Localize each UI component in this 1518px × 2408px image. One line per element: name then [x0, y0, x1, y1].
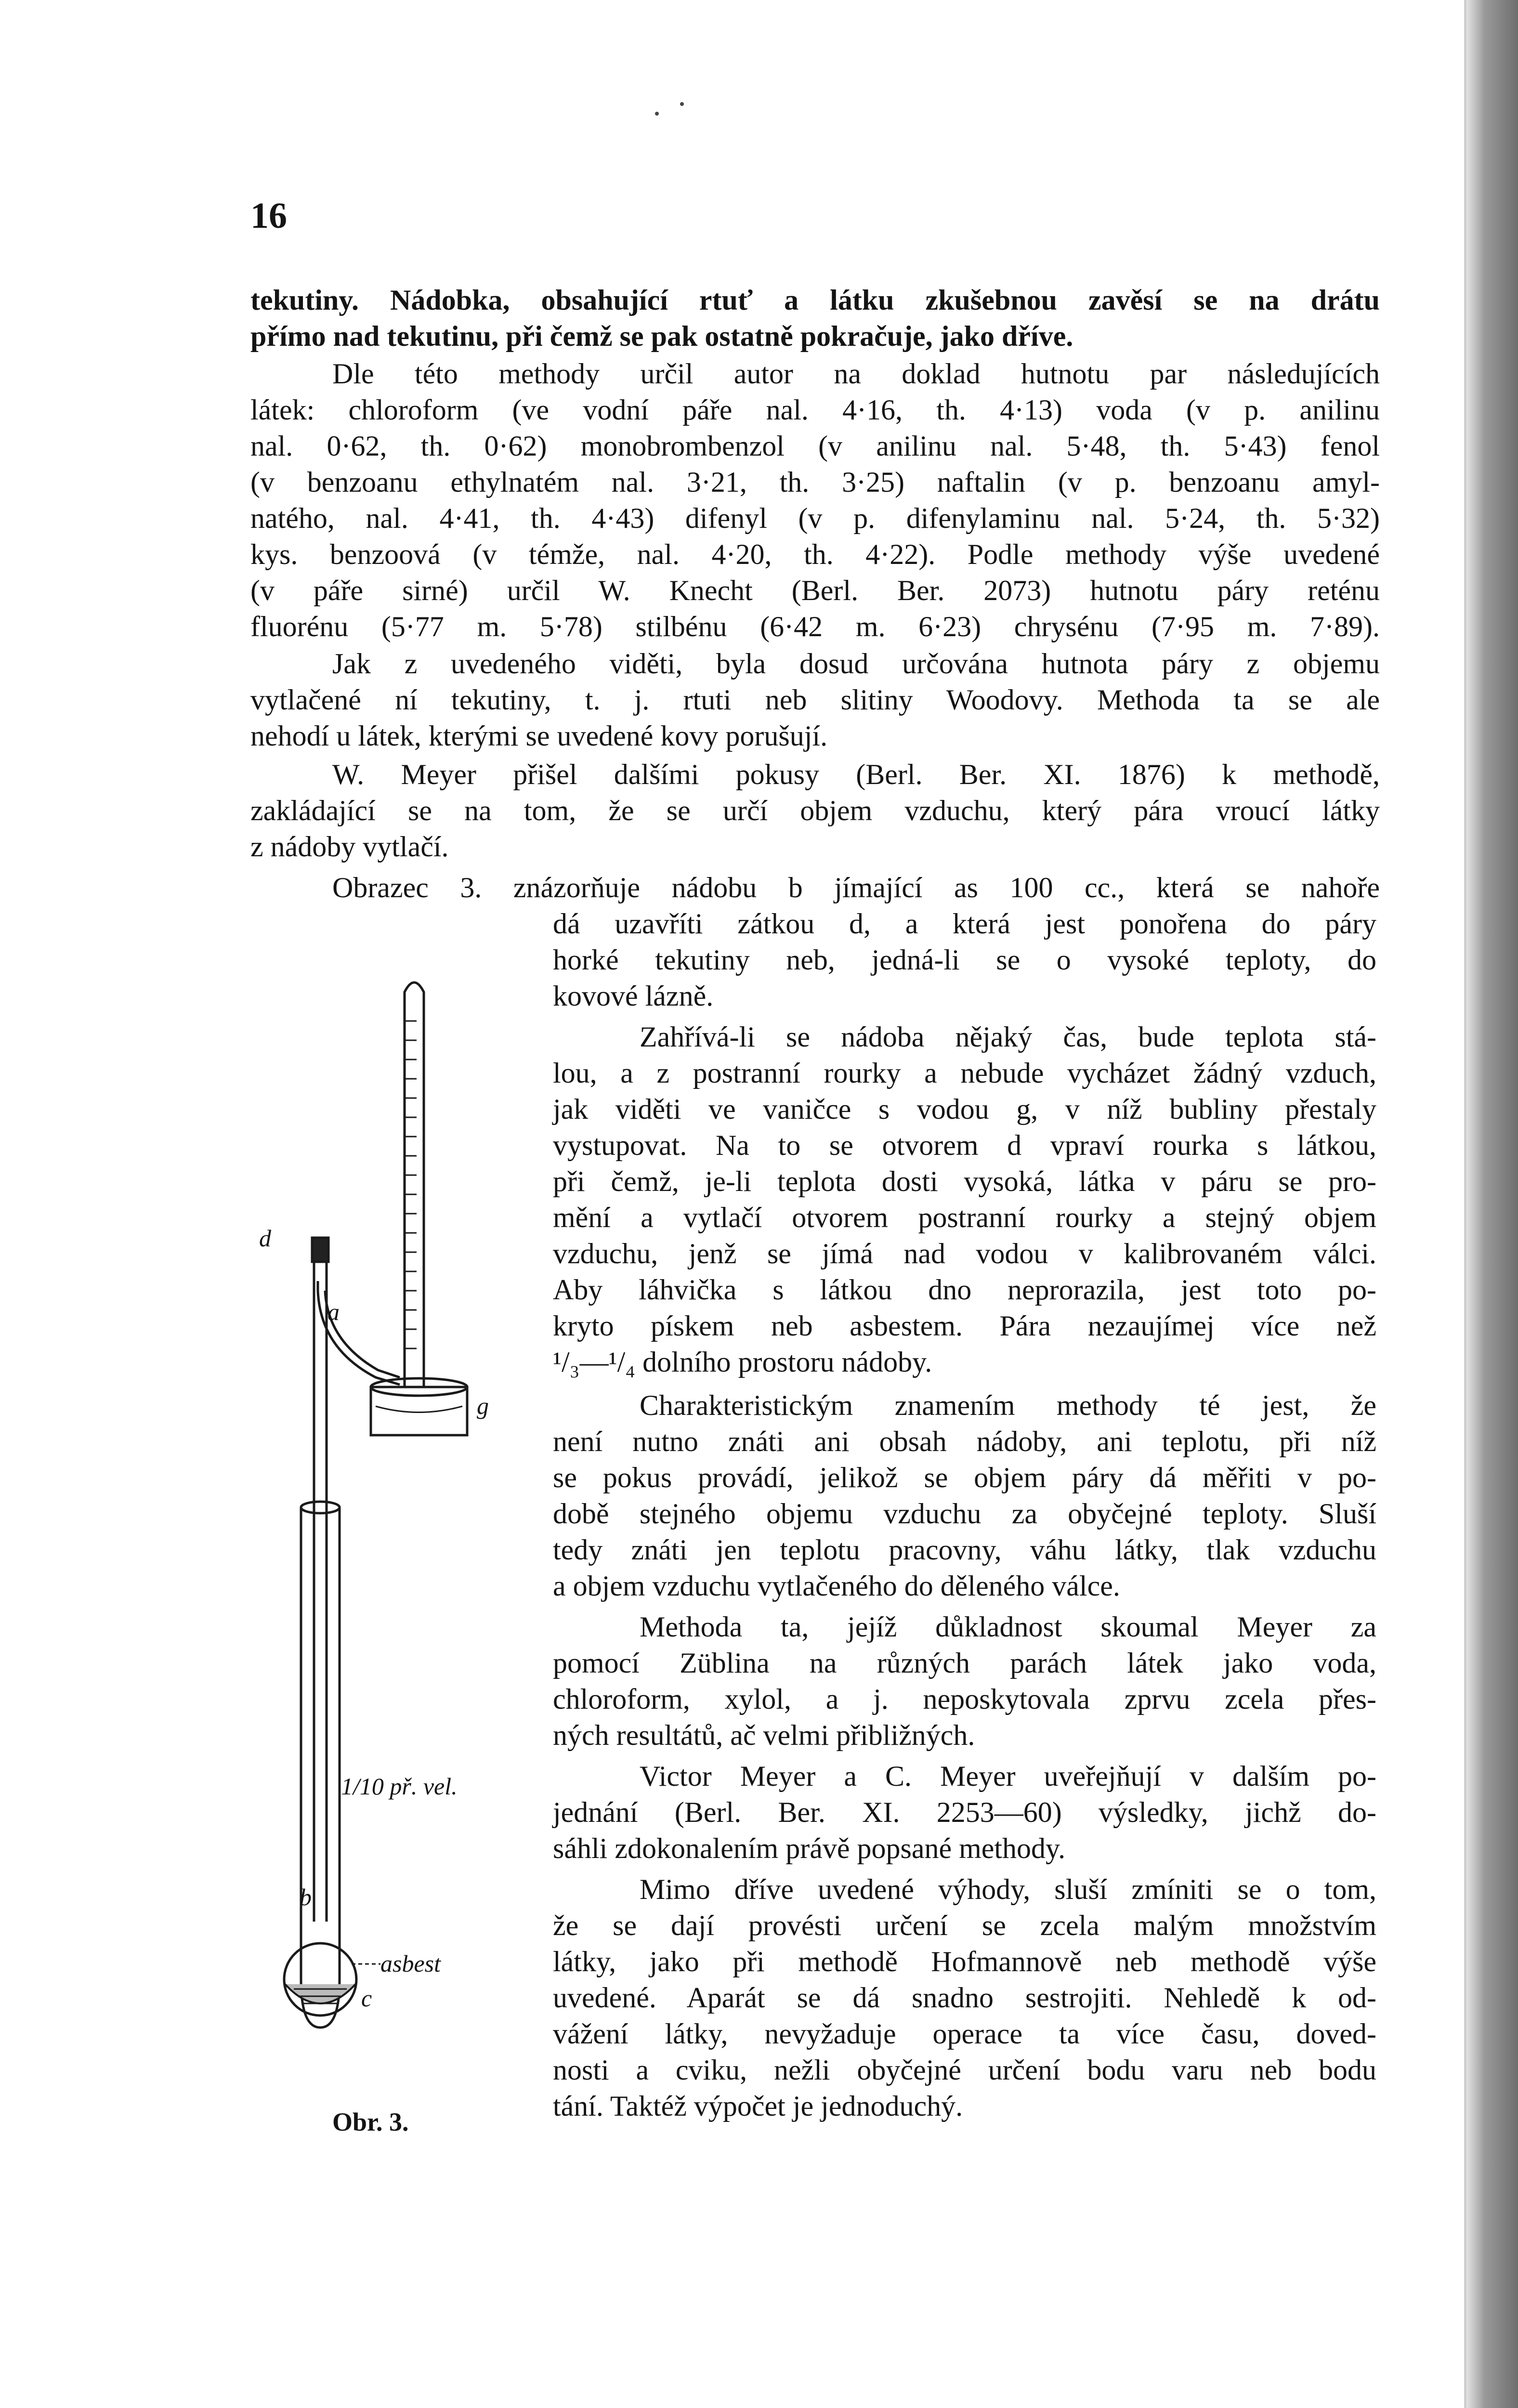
- text-line: kys. benzoová (v témže, nal. 4·20, th. 4·22). Podle methody výše uvedené: [250, 538, 1380, 570]
- label-b: b: [300, 1884, 312, 1911]
- text-line: chloroform, xylol, a j. neposkytovala zprvu zcela přes-: [553, 1683, 1376, 1715]
- text-line: uvedené. Aparát se dá snadno sestrojiti. Nehledě k od-: [553, 1982, 1376, 2014]
- text-line: Methoda ta, jejíž důkladnost skoumal Meyer za: [640, 1611, 1376, 1643]
- bulb-c: [284, 1943, 356, 2015]
- label-asbest: asbest: [380, 1950, 441, 1977]
- text-line: a objem vzduchu vytlačeného do děleného válce.: [553, 1570, 1120, 1602]
- text-line: fluorénu (5·77 m. 5·78) stilbénu (6·42 m. 6·23) chrysénu (7·95 m. 7·89).: [250, 611, 1380, 642]
- text-line: se pokus provádí, jelikož se objem páry dá měřiti v po-: [553, 1462, 1376, 1493]
- side-tube-a: [318, 1281, 400, 1385]
- text-line: při čemž, je-li teplota dosti vysoká, látka v páru se pro-: [553, 1165, 1376, 1197]
- text-line: tání. Taktéž výpočet je jednoduchý.: [553, 2090, 963, 2122]
- page-number: 16: [250, 196, 287, 236]
- text-line: sáhli zdokonalením právě popsané methody.: [553, 1832, 1066, 1864]
- text-line: není nutno znáti ani obsah nádoby, ani teplotu, při níž: [553, 1426, 1376, 1457]
- page-edge: [1466, 0, 1518, 2408]
- text-line: (v benzoanu ethylnatém nal. 3·21, th. 3·25) naftalin (v p. benzoanu amyl-: [250, 466, 1380, 498]
- text-line: Mimo dříve uvedené výhody, sluší zmíniti se o tom,: [640, 1873, 1376, 1905]
- text-line: zakládající se na tom, že se určí objem vzduchu, který pára vroucí látky: [250, 795, 1380, 826]
- text-line: Charakteristickým znamením methody té jest, že: [640, 1389, 1376, 1421]
- text-line: dá uzavříti zátkou d, a která jest ponořena do páry: [553, 908, 1376, 940]
- text-line: Dle této methody určil autor na doklad hutnotu par následujících: [332, 358, 1380, 390]
- text-line: vystupovat. Na to se otvorem d vpraví rourka s látkou,: [553, 1129, 1376, 1161]
- apparatus-drawing: [255, 944, 549, 2114]
- text-line: mění a vytlačí otvorem postranní rourky a stejný objem: [553, 1202, 1376, 1233]
- text-line: přímo nad tekutinu, při čemž se pak ostatně pokračuje, jako dříve.: [250, 320, 1073, 352]
- label-c: c: [361, 1985, 372, 2012]
- text-line: kryto pískem neb asbestem. Pára nezaujímej více než: [553, 1310, 1376, 1342]
- figure-caption: Obr. 3.: [332, 2107, 409, 2136]
- text-line: vzduchu, jenž se jímá nad vodou v kalibrovaném válci.: [553, 1238, 1376, 1269]
- text-line: horké tekutiny neb, jedná-li se o vysoké teploty, do: [553, 944, 1376, 976]
- text-line: že se dají provésti určení se zcela malým množstvím: [553, 1910, 1376, 1941]
- outer-jacket: [301, 1507, 340, 2028]
- label-a: a: [327, 1298, 340, 1325]
- text-line: kovové lázně.: [553, 980, 714, 1012]
- text-line: z nádoby vytlačí.: [250, 831, 449, 863]
- text-line: Victor Meyer a C. Meyer uveřejňují v dalším po-: [640, 1760, 1376, 1792]
- text-line: Zahřívá-li se nádoba nějaký čas, bude teplota stá-: [640, 1021, 1376, 1053]
- text-line: látky, jako při methodě Hofmannově neb methodě výše: [553, 1946, 1376, 1977]
- text-line: jak viděti ve vaničce s vodou g, v níž bubliny přestaly: [553, 1093, 1376, 1125]
- text-line: nosti a cviku, nežli obyčejné určení bodu varu neb bodu: [553, 2054, 1376, 2086]
- text-line: látek: chloroform (ve vodní páře nal. 4·16, th. 4·13) voda (v p. anilinu: [250, 394, 1380, 426]
- text-line: době stejného objemu vzduchu za obyčejné teploty. Sluší: [553, 1498, 1376, 1530]
- stopper-d: [312, 1238, 328, 1262]
- text-line: W. Meyer přišel dalšími pokusy (Berl. Ber. XI. 1876) k methodě,: [332, 759, 1380, 790]
- text-line: nal. 0·62, th. 0·62) monobrombenzol (v anilinu nal. 5·48, th. 5·43) fenol: [250, 430, 1380, 462]
- text-line: vážení látky, nevyžaduje operace ta více času, doved-: [553, 2018, 1376, 2050]
- text-line: pomocí Züblina na různých parách látek jako voda,: [553, 1647, 1376, 1679]
- print-speck: [680, 102, 684, 106]
- asbestos-layer: [285, 1984, 355, 2003]
- text-line: Jak z uvedeného viděti, byla dosud určována hutnota páry z objemu: [332, 648, 1380, 680]
- print-speck: [655, 112, 659, 116]
- label-d: d: [259, 1225, 271, 1252]
- text-line: Aby láhvička s látkou dno neprorazila, jest toto po-: [553, 1274, 1376, 1306]
- text-line: nehodí u látek, kterými se uvedené kovy porušují.: [250, 720, 828, 752]
- text-line: tedy znáti jen teplotu pracovny, váhu látky, tlak vzduchu: [553, 1534, 1376, 1566]
- label-scale: 1/10 př. vel.: [341, 1773, 458, 1800]
- text-line: vytlačené ní tekutiny, t. j. rtuti neb slitiny Woodovy. Methoda ta se ale: [250, 684, 1380, 716]
- graduated-cylinder: [405, 982, 424, 1387]
- text-line: tekutiny. Nádobka, obsahující rtuť a látku zkušebnou zavěsí se na drátu: [250, 284, 1380, 316]
- jacket-rim: [301, 1502, 340, 1513]
- apparatus-figure: [255, 944, 549, 2114]
- text-line: ¹/₃—¹/₄ dolního prostoru nádoby.: [553, 1346, 932, 1378]
- text-line: natého, nal. 4·41, th. 4·43) difenyl (v p. difenylaminu nal. 5·24, th. 5·32): [250, 502, 1380, 534]
- label-g: g: [477, 1392, 489, 1419]
- text-line: lou, a z postranní rourky a nebude vycházet žádný vzduch,: [553, 1057, 1376, 1089]
- text-line: (v páře sirné) určil W. Knecht (Berl. Ber. 2073) hutnotu páry reténu: [250, 575, 1380, 606]
- text-line: jednání (Berl. Ber. XI. 2253—60) výsledky, jichž do-: [553, 1796, 1376, 1828]
- text-line: Obrazec 3. znázorňuje nádobu b jímající as 100 cc., která se nahoře: [332, 872, 1380, 903]
- text-line: ných resultátů, ač velmi přibližných.: [553, 1719, 975, 1751]
